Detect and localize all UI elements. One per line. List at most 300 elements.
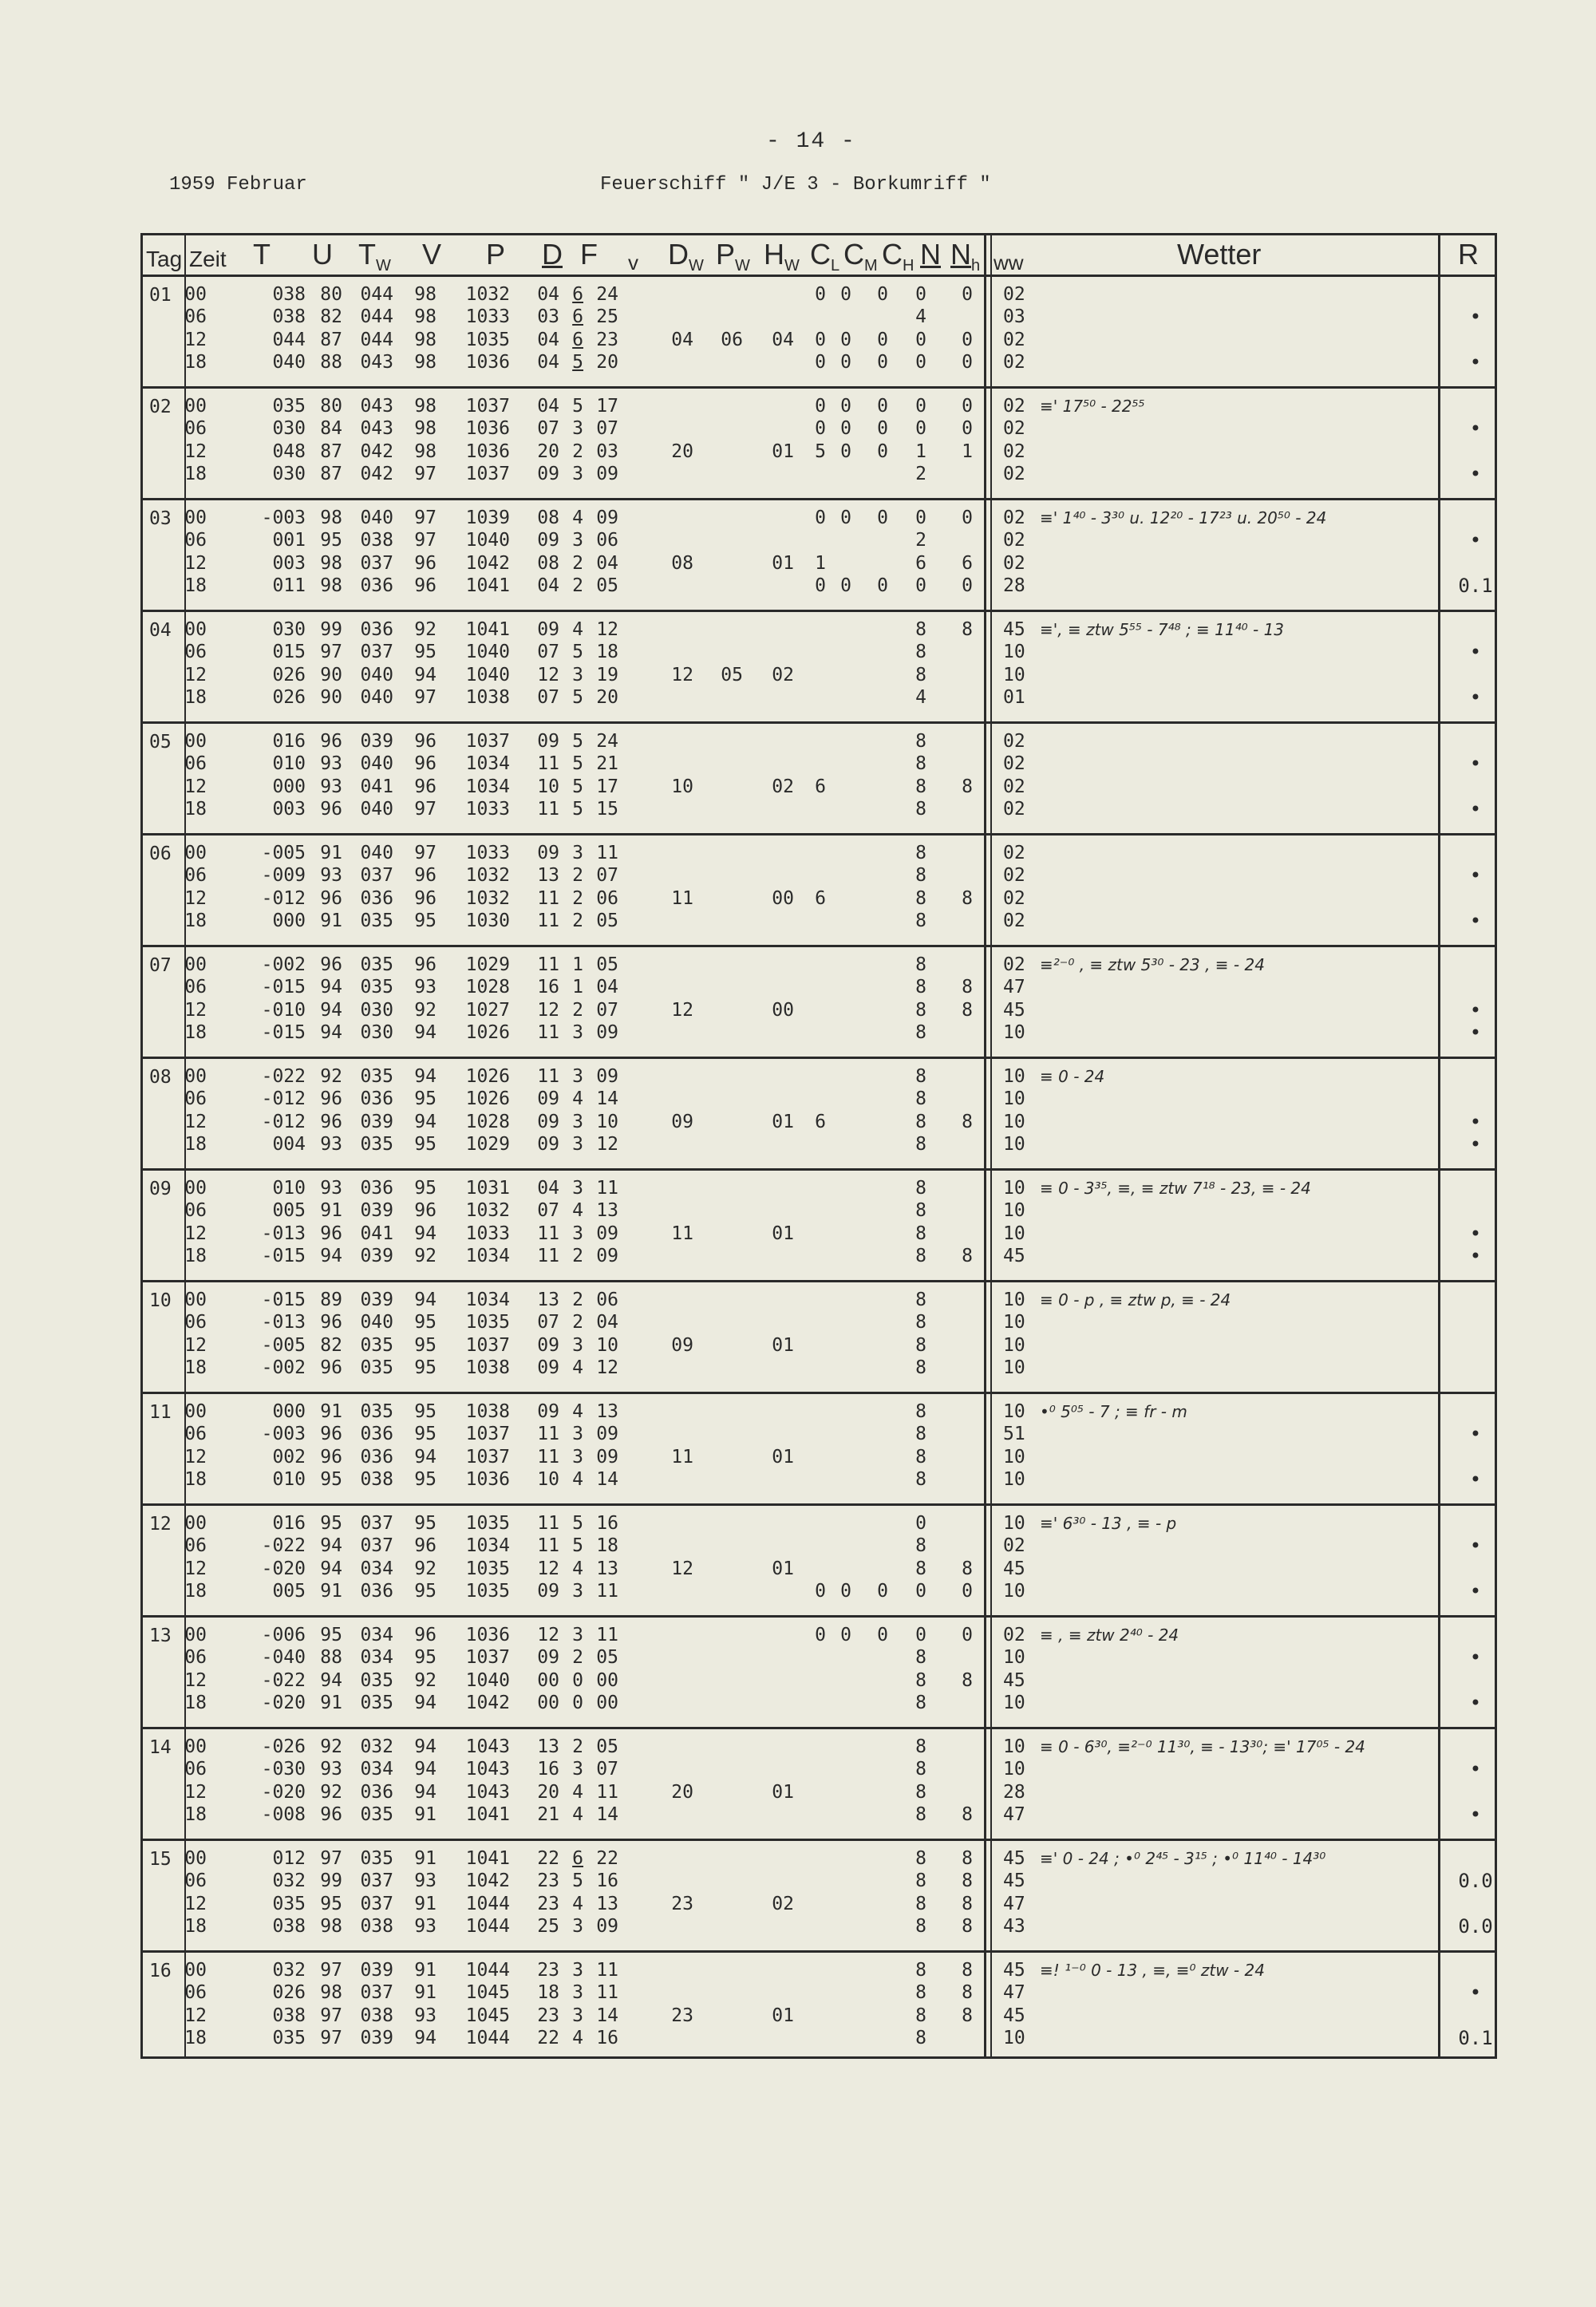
cell-hw: 01 xyxy=(772,1781,794,1803)
cell-ww: 51 xyxy=(1003,1424,1025,1445)
cell-d: 07 xyxy=(537,1200,559,1222)
cell-u: 98 xyxy=(320,1982,342,2004)
cell-ww: 10 xyxy=(1003,2027,1025,2048)
cell-zeit: 18 xyxy=(184,1133,207,1155)
table-row xyxy=(143,954,1495,976)
cell-u: 96 xyxy=(320,1424,342,1445)
cell-f: 3 xyxy=(572,530,583,551)
cell-vv: 11 xyxy=(596,1178,618,1199)
table-row xyxy=(143,1893,1495,1915)
cell-p: 1044 xyxy=(465,1960,510,1981)
cell-tw: 037 xyxy=(360,1535,393,1557)
cell-zeit: 06 xyxy=(184,865,207,887)
cell-d: 11 xyxy=(537,1066,559,1087)
cell-ww: 02 xyxy=(1003,351,1025,373)
cell-hw: 00 xyxy=(772,999,794,1021)
cell-t: 038 xyxy=(272,1915,306,1937)
cell-p: 1035 xyxy=(465,1558,510,1579)
cell-v: 96 xyxy=(414,731,437,752)
col-u: U xyxy=(312,238,333,271)
cell-hw: 01 xyxy=(772,1558,794,1579)
cell-n: 0 xyxy=(915,351,926,373)
cell-n: 8 xyxy=(915,865,926,887)
cell-vv: 09 xyxy=(596,1066,618,1087)
cell-tw: 036 xyxy=(360,1088,393,1110)
cell-v: 96 xyxy=(414,575,437,596)
table-row xyxy=(143,1580,1495,1602)
cell-f: 3 xyxy=(572,418,583,440)
cell-t: 004 xyxy=(272,1133,306,1155)
cell-n: 8 xyxy=(915,1535,926,1557)
cell-u: 99 xyxy=(320,619,342,640)
cell-t: -040 xyxy=(261,1647,306,1669)
cell-zeit: 06 xyxy=(184,418,207,440)
cell-ww: 02 xyxy=(1003,530,1025,551)
cell-p: 1033 xyxy=(465,798,510,820)
cell-cl: 0 xyxy=(815,575,826,596)
cell-d: 11 xyxy=(537,954,559,975)
cell-p: 1033 xyxy=(465,843,510,863)
cell-hw: 01 xyxy=(772,1223,794,1244)
cell-f: 5 xyxy=(572,396,583,417)
table-row xyxy=(143,887,1495,910)
cell-f: 2 xyxy=(572,887,583,909)
cell-u: 98 xyxy=(320,575,342,596)
col-d: D xyxy=(542,238,563,271)
cell-d: 11 xyxy=(537,1513,559,1534)
cell-cm: 0 xyxy=(840,329,851,350)
cell-u: 90 xyxy=(320,664,342,685)
cell-t: -009 xyxy=(261,865,306,887)
col-dw: $D_W$ xyxy=(668,238,704,275)
cell-n: 8 xyxy=(915,977,926,998)
cell-d: 00 xyxy=(537,1669,559,1691)
cell-vv: 13 xyxy=(596,1893,618,1914)
table-row xyxy=(143,1111,1495,1133)
cell-vv: 13 xyxy=(596,1200,618,1222)
cell-p: 1030 xyxy=(465,910,510,931)
cell-ww: 01 xyxy=(1003,686,1025,708)
cell-r: • xyxy=(1469,1803,1482,1826)
cell-v: 96 xyxy=(414,887,437,909)
cell-v: 93 xyxy=(414,977,437,998)
cell-wetter: ≡' 0 - 24 ; •⁰ 2⁴⁵ - 3¹⁵ ; •⁰ 11⁴⁰ - 14³⁰ xyxy=(1040,1849,1326,1868)
cell-n: 8 xyxy=(915,1178,926,1199)
cell-v: 94 xyxy=(414,1021,437,1043)
cell-ww: 45 xyxy=(1003,619,1025,640)
day-number: 08 xyxy=(149,1067,172,1088)
cell-cm: 0 xyxy=(840,1580,851,1602)
cell-ww: 10 xyxy=(1003,1066,1025,1087)
cell-n: 8 xyxy=(915,664,926,685)
cell-nh: 0 xyxy=(962,1580,973,1602)
cell-p: 1035 xyxy=(465,1580,510,1602)
cell-zeit: 00 xyxy=(184,1848,207,1869)
cell-nh: 0 xyxy=(962,351,973,373)
cell-d: 07 xyxy=(537,686,559,708)
cell-ww: 02 xyxy=(1003,753,1025,775)
cell-d: 00 xyxy=(537,1692,559,1713)
cell-vv: 09 xyxy=(596,1223,618,1244)
cell-f: 2 xyxy=(572,1312,583,1333)
cell-n: 0 xyxy=(915,329,926,350)
cell-tw: 036 xyxy=(360,1424,393,1445)
day-block xyxy=(143,1841,1495,1953)
day-block xyxy=(143,1171,1495,1282)
cell-d: 12 xyxy=(537,1625,559,1645)
day-block xyxy=(143,1618,1495,1729)
cell-vv: 17 xyxy=(596,776,618,797)
cell-zeit: 12 xyxy=(184,887,207,909)
cell-n: 0 xyxy=(915,1625,926,1645)
cell-n: 8 xyxy=(915,642,926,663)
cell-zeit: 06 xyxy=(184,306,207,328)
cell-t: -015 xyxy=(261,1245,306,1266)
cell-v: 96 xyxy=(414,865,437,887)
table-row xyxy=(143,730,1495,753)
cell-p: 1036 xyxy=(465,351,510,373)
cell-u: 98 xyxy=(320,508,342,528)
cell-zeit: 18 xyxy=(184,1915,207,1937)
cell-r: • xyxy=(1469,1535,1482,1558)
table-row xyxy=(143,552,1495,575)
cell-t: 010 xyxy=(272,753,306,775)
cell-hw: 02 xyxy=(772,1893,794,1914)
cell-d: 08 xyxy=(537,508,559,528)
cell-cm: 0 xyxy=(840,508,851,528)
cell-p: 1038 xyxy=(465,1357,510,1378)
cell-ww: 47 xyxy=(1003,977,1025,998)
col-f: F xyxy=(580,238,598,271)
cell-r: • xyxy=(1469,1646,1482,1669)
cell-ww: 02 xyxy=(1003,731,1025,752)
cell-vv: 21 xyxy=(596,753,618,775)
cell-v: 95 xyxy=(414,910,437,931)
cell-wetter: ≡ , ≡ ztw 2⁴⁰ - 24 xyxy=(1040,1626,1179,1645)
cell-d: 16 xyxy=(537,977,559,998)
cell-nh: 8 xyxy=(962,1960,973,1981)
cell-f: 3 xyxy=(572,1446,583,1468)
cell-r: • xyxy=(1469,417,1482,440)
cell-zeit: 00 xyxy=(184,1290,207,1310)
cell-ch: 0 xyxy=(877,284,888,305)
cell-u: 91 xyxy=(320,1580,342,1602)
table-row xyxy=(143,976,1495,998)
cell-tw: 030 xyxy=(360,999,393,1021)
cell-tw: 034 xyxy=(360,1558,393,1579)
cell-v: 92 xyxy=(414,1669,437,1691)
cell-ww: 45 xyxy=(1003,999,1025,1021)
cell-u: 96 xyxy=(320,1446,342,1468)
header-title: Feuerschiff " J/E 3 - Borkumriff " xyxy=(600,174,991,196)
cell-ww: 45 xyxy=(1003,1960,1025,1981)
cell-ww: 10 xyxy=(1003,1088,1025,1110)
cell-cm: 0 xyxy=(840,284,851,305)
cell-v: 95 xyxy=(414,1468,437,1490)
cell-tw: 040 xyxy=(360,798,393,820)
cell-tw: 042 xyxy=(360,463,393,484)
cell-t: 026 xyxy=(272,686,306,708)
cell-zeit: 18 xyxy=(184,1245,207,1266)
cell-d: 09 xyxy=(537,1111,559,1132)
cell-t: -012 xyxy=(261,887,306,909)
cell-vv: 17 xyxy=(596,396,618,417)
cell-cm: 0 xyxy=(840,351,851,373)
cell-t: 012 xyxy=(272,1848,306,1869)
cell-v: 96 xyxy=(414,552,437,574)
cell-cl: 0 xyxy=(815,508,826,528)
cell-vv: 11 xyxy=(596,1625,618,1645)
cell-p: 1037 xyxy=(465,396,510,417)
cell-hw: 02 xyxy=(772,776,794,797)
table-row xyxy=(143,999,1495,1021)
cell-ww: 45 xyxy=(1003,1245,1025,1266)
cell-d: 11 xyxy=(537,1424,559,1445)
cell-dw: 20 xyxy=(671,1781,693,1803)
cell-cl: 6 xyxy=(815,1111,826,1132)
cell-d: 22 xyxy=(537,2027,559,2048)
table-row xyxy=(143,283,1495,306)
cell-n: 8 xyxy=(915,1446,926,1468)
table-row xyxy=(143,1468,1495,1491)
cell-f: 4 xyxy=(572,1781,583,1803)
cell-tw: 035 xyxy=(360,910,393,931)
cell-n: 8 xyxy=(915,1960,926,1981)
cell-t: -030 xyxy=(261,1759,306,1780)
cell-p: 1041 xyxy=(465,619,510,640)
cell-d: 09 xyxy=(537,731,559,752)
cell-zeit: 00 xyxy=(184,1066,207,1087)
cell-u: 87 xyxy=(320,463,342,484)
cell-zeit: 12 xyxy=(184,776,207,797)
cell-nh: 0 xyxy=(962,284,973,305)
table-row xyxy=(143,351,1495,373)
cell-u: 92 xyxy=(320,1781,342,1803)
cell-n: 4 xyxy=(915,306,926,328)
cell-u: 84 xyxy=(320,418,342,440)
cell-ww: 10 xyxy=(1003,1580,1025,1602)
cell-n: 8 xyxy=(915,1781,926,1803)
cell-vv: 11 xyxy=(596,1781,618,1803)
cell-t: 016 xyxy=(272,1513,306,1534)
cell-tw: 035 xyxy=(360,1692,393,1713)
cell-vv: 16 xyxy=(596,1513,618,1534)
cell-n: 8 xyxy=(915,1647,926,1669)
cell-t: -015 xyxy=(261,1290,306,1310)
cell-p: 1043 xyxy=(465,1781,510,1803)
cell-t: 032 xyxy=(272,1960,306,1981)
cell-f: 5 xyxy=(572,1535,583,1557)
cell-p: 1035 xyxy=(465,1513,510,1534)
cell-dw: 04 xyxy=(671,329,693,350)
cell-d: 09 xyxy=(537,1647,559,1669)
cell-f: 4 xyxy=(572,619,583,640)
cell-tw: 039 xyxy=(360,731,393,752)
cell-vv: 12 xyxy=(596,619,618,640)
cell-vv: 05 xyxy=(596,954,618,975)
cell-t: 010 xyxy=(272,1468,306,1490)
cell-u: 98 xyxy=(320,1915,342,1937)
cell-vv: 07 xyxy=(596,418,618,440)
cell-nh: 8 xyxy=(962,1915,973,1937)
cell-p: 1043 xyxy=(465,1736,510,1757)
cell-v: 96 xyxy=(414,776,437,797)
cell-vv: 07 xyxy=(596,1759,618,1780)
cell-n: 8 xyxy=(915,843,926,863)
cell-tw: 040 xyxy=(360,753,393,775)
cell-tw: 040 xyxy=(360,843,393,863)
cell-u: 93 xyxy=(320,1178,342,1199)
cell-nh: 8 xyxy=(962,1893,973,1914)
cell-v: 95 xyxy=(414,1401,437,1422)
cell-tw: 036 xyxy=(360,1446,393,1468)
cell-cm: 0 xyxy=(840,440,851,462)
table-row xyxy=(143,1870,1495,1892)
cell-wetter: ≡ 0 - 6³⁰, ≡²⁻⁰ 11³⁰, ≡ - 13³⁰; ≡' 17⁰⁵ - 24 xyxy=(1040,1737,1365,1756)
col-wetter: Wetter xyxy=(1177,238,1262,271)
cell-tw: 036 xyxy=(360,887,393,909)
cell-p: 1036 xyxy=(465,418,510,440)
cell-t: 040 xyxy=(272,351,306,373)
cell-v: 98 xyxy=(414,284,437,305)
cell-u: 97 xyxy=(320,1848,342,1869)
cell-n: 8 xyxy=(915,731,926,752)
cell-v: 96 xyxy=(414,954,437,975)
cell-d: 09 xyxy=(537,619,559,640)
cell-f: 0 xyxy=(572,1692,583,1713)
cell-vv: 03 xyxy=(596,440,618,462)
day-number: 10 xyxy=(149,1290,172,1311)
cell-p: 1042 xyxy=(465,1870,510,1892)
cell-vv: 18 xyxy=(596,642,618,663)
table-row xyxy=(143,1915,1495,1938)
day-number: 15 xyxy=(149,1849,172,1870)
cell-hw: 01 xyxy=(772,440,794,462)
cell-f: 2 xyxy=(572,1647,583,1669)
cell-u: 87 xyxy=(320,440,342,462)
cell-t: 000 xyxy=(272,910,306,931)
day-number: 02 xyxy=(149,397,172,417)
page-number: - 14 - xyxy=(766,129,856,154)
cell-v: 92 xyxy=(414,1245,437,1266)
day-block xyxy=(143,1506,1495,1618)
cell-f: 4 xyxy=(572,1200,583,1222)
cell-ww: 02 xyxy=(1003,418,1025,440)
cell-n: 2 xyxy=(915,463,926,484)
cell-n: 8 xyxy=(915,1468,926,1490)
cell-tw: 035 xyxy=(360,954,393,975)
cell-ww: 10 xyxy=(1003,1401,1025,1422)
cell-vv: 09 xyxy=(596,1915,618,1937)
cell-tw: 036 xyxy=(360,1178,393,1199)
cell-t: -008 xyxy=(261,1803,306,1825)
cell-hw: 01 xyxy=(772,1446,794,1468)
cell-tw: 030 xyxy=(360,1021,393,1043)
table-row xyxy=(143,2005,1495,2027)
cell-wetter: ≡', ≡ ztw 5⁵⁵ - 7⁴⁸ ; ≡ 11⁴⁰ - 13 xyxy=(1040,620,1285,639)
cell-vv: 04 xyxy=(596,1312,618,1333)
cell-n: 8 xyxy=(915,1223,926,1244)
cell-zeit: 18 xyxy=(184,1580,207,1602)
cell-f: 5 xyxy=(572,776,583,797)
cell-dw: 10 xyxy=(671,776,693,797)
day-block xyxy=(143,1729,1495,1841)
cell-p: 1032 xyxy=(465,865,510,887)
cell-f: 3 xyxy=(572,664,583,685)
table-row xyxy=(143,842,1495,864)
cell-tw: 034 xyxy=(360,1647,393,1669)
cell-f: 4 xyxy=(572,1893,583,1914)
table-row xyxy=(143,1736,1495,1758)
cell-t: -005 xyxy=(261,1334,306,1356)
cell-n: 0 xyxy=(915,508,926,528)
cell-r: • xyxy=(1469,306,1482,329)
cell-zeit: 12 xyxy=(184,2005,207,2026)
cell-ww: 10 xyxy=(1003,1021,1025,1043)
table-row xyxy=(143,1624,1495,1646)
table-row xyxy=(143,507,1495,529)
cell-p: 1031 xyxy=(465,1178,510,1199)
table-row xyxy=(143,664,1495,686)
cell-f: 4 xyxy=(572,1088,583,1110)
cell-zeit: 12 xyxy=(184,1669,207,1691)
cell-ch: 0 xyxy=(877,508,888,528)
cell-wetter: ≡! ¹⁻⁰ 0 - 13 , ≡, ≡⁰ ztw - 24 xyxy=(1040,1961,1265,1980)
cell-n: 8 xyxy=(915,910,926,931)
cell-vv: 23 xyxy=(596,329,618,350)
cell-f: 2 xyxy=(572,1736,583,1757)
table-row xyxy=(143,1199,1495,1222)
cell-cm: 0 xyxy=(840,396,851,417)
cell-nh: 8 xyxy=(962,977,973,998)
day-number: 04 xyxy=(149,620,172,641)
cell-n: 8 xyxy=(915,1290,926,1310)
cell-v: 95 xyxy=(414,1178,437,1199)
cell-f: 5 xyxy=(572,1870,583,1892)
cell-vv: 16 xyxy=(596,1870,618,1892)
day-number: 09 xyxy=(149,1179,172,1199)
cell-p: 1035 xyxy=(465,1312,510,1333)
table-row xyxy=(143,1334,1495,1357)
day-block xyxy=(143,835,1495,947)
cell-v: 95 xyxy=(414,1133,437,1155)
cell-f: 2 xyxy=(572,1290,583,1310)
cell-zeit: 12 xyxy=(184,1334,207,1356)
cell-d: 09 xyxy=(537,1133,559,1155)
table-row xyxy=(143,1535,1495,1557)
col-v-small: v xyxy=(628,251,638,275)
cell-r: • xyxy=(1469,529,1482,552)
cell-v: 94 xyxy=(414,1066,437,1087)
cell-t: -003 xyxy=(261,1424,306,1445)
cell-d: 07 xyxy=(537,418,559,440)
cell-vv: 09 xyxy=(596,463,618,484)
cell-d: 11 xyxy=(537,1223,559,1244)
cell-v: 94 xyxy=(414,1290,437,1310)
cell-zeit: 00 xyxy=(184,843,207,863)
cell-u: 93 xyxy=(320,1759,342,1780)
cell-ww: 10 xyxy=(1003,1647,1025,1669)
cell-tw: 039 xyxy=(360,1245,393,1266)
cell-ww: 10 xyxy=(1003,1133,1025,1155)
cell-vv: 09 xyxy=(596,1424,618,1445)
cell-vv: 10 xyxy=(596,1334,618,1356)
table-row xyxy=(143,1311,1495,1333)
cell-d: 13 xyxy=(537,1290,559,1310)
cell-vv: 11 xyxy=(596,1960,618,1981)
cell-u: 99 xyxy=(320,1870,342,1892)
cell-tw: 043 xyxy=(360,351,393,373)
